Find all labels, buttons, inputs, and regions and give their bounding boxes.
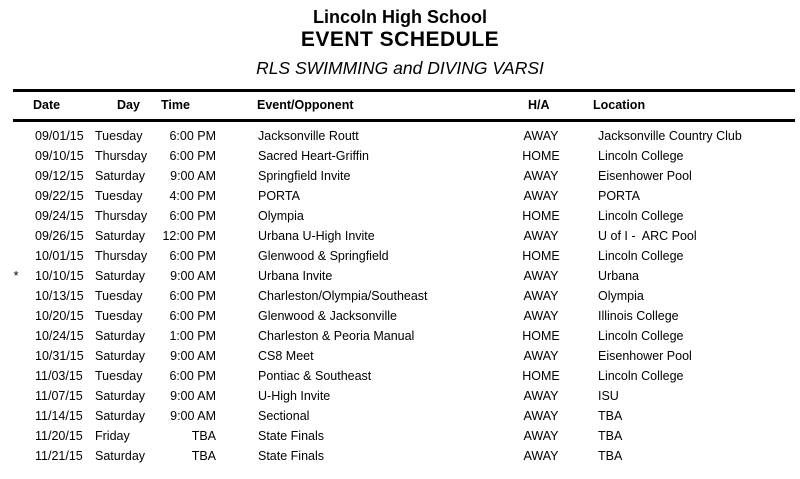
table-row xyxy=(0,326,800,346)
cell-time: 6:00 PM xyxy=(169,289,216,303)
table-row xyxy=(0,206,800,226)
cell-flag: * xyxy=(13,269,19,283)
cell-date: 11/03/15 xyxy=(35,369,83,383)
cell-location: ISU xyxy=(598,389,619,403)
cell-ha: AWAY xyxy=(523,449,559,463)
cell-location: Olympia xyxy=(598,289,644,303)
cell-date: 09/26/15 xyxy=(35,229,84,243)
cell-time: 9:00 AM xyxy=(170,349,216,363)
cell-ha: HOME xyxy=(522,249,560,263)
cell-event: Glenwood & Jacksonville xyxy=(258,309,397,323)
cell-ha: AWAY xyxy=(523,169,559,183)
cell-location: Illinois College xyxy=(598,309,679,323)
cell-ha: AWAY xyxy=(523,409,559,423)
cell-time: 9:00 AM xyxy=(170,169,216,183)
cell-event: State Finals xyxy=(258,429,325,443)
cell-date: 11/14/15 xyxy=(35,409,83,423)
cell-day: Saturday xyxy=(95,269,146,283)
cell-time: 1:00 PM xyxy=(169,329,216,343)
cell-event: U-High Invite xyxy=(258,389,331,403)
cell-location: Eisenhower Pool xyxy=(598,169,692,183)
column-header-event: Event/Opponent xyxy=(257,98,354,112)
cell-day: Saturday xyxy=(95,169,146,183)
cell-event: Springfield Invite xyxy=(258,169,351,183)
event-subtitle: RLS SWIMMING and DIVING VARSI xyxy=(256,58,544,78)
cell-ha: HOME xyxy=(522,329,560,343)
column-header-time: Time xyxy=(161,98,190,112)
table-top-rule xyxy=(13,89,795,92)
column-header-ha: H/A xyxy=(528,98,550,112)
cell-event: Urbana U-High Invite xyxy=(258,229,375,243)
page-title: EVENT SCHEDULE xyxy=(300,28,500,51)
cell-day: Thursday xyxy=(95,249,148,263)
cell-time: 6:00 PM xyxy=(169,249,216,263)
table-row xyxy=(0,226,800,246)
cell-day: Saturday xyxy=(95,229,146,243)
cell-location: Jacksonville Country Club xyxy=(598,129,742,143)
cell-day: Saturday xyxy=(95,329,146,343)
cell-time: 6:00 PM xyxy=(169,129,216,143)
table-row xyxy=(0,146,800,166)
cell-event: Charleston/Olympia/Southeast xyxy=(258,289,428,303)
cell-event: Urbana Invite xyxy=(258,269,333,283)
cell-day: Tuesday xyxy=(95,129,143,143)
cell-location: Lincoln College xyxy=(598,329,684,343)
table-row xyxy=(0,346,800,366)
column-header-day: Day xyxy=(117,98,140,112)
table-row xyxy=(0,366,800,386)
cell-date: 09/12/15 xyxy=(35,169,84,183)
cell-location: TBA xyxy=(598,449,623,463)
cell-day: Tuesday xyxy=(95,289,143,303)
cell-location: Lincoln College xyxy=(598,249,684,263)
cell-event: Glenwood & Springfield xyxy=(258,249,389,263)
table-row xyxy=(0,446,800,466)
cell-event: Pontiac & Southeast xyxy=(258,369,372,383)
table-row xyxy=(0,186,800,206)
cell-time: 6:00 PM xyxy=(169,209,216,223)
table-row xyxy=(0,166,800,186)
cell-ha: AWAY xyxy=(523,229,559,243)
cell-day: Saturday xyxy=(95,409,146,423)
cell-ha: AWAY xyxy=(523,309,559,323)
cell-location: TBA xyxy=(598,429,623,443)
cell-location: U of I - ARC Pool xyxy=(598,229,697,243)
cell-date: 10/20/15 xyxy=(35,309,84,323)
cell-location: Lincoln College xyxy=(598,149,684,163)
cell-time: 6:00 PM xyxy=(169,149,216,163)
cell-day: Saturday xyxy=(95,449,146,463)
cell-date: 09/10/15 xyxy=(35,149,84,163)
cell-time: 4:00 PM xyxy=(169,189,216,203)
cell-event: Charleston & Peoria Manual xyxy=(258,329,415,343)
cell-event: PORTA xyxy=(258,189,300,203)
cell-day: Saturday xyxy=(95,389,146,403)
cell-date: 09/22/15 xyxy=(35,189,84,203)
table-row xyxy=(0,306,800,326)
cell-ha: AWAY xyxy=(523,389,559,403)
column-header-date: Date xyxy=(33,98,61,112)
cell-location: TBA xyxy=(598,409,623,423)
table-row xyxy=(0,426,800,446)
table-row xyxy=(0,266,800,286)
cell-date: 10/13/15 xyxy=(35,289,84,303)
cell-location: Lincoln College xyxy=(598,209,684,223)
cell-time: 6:00 PM xyxy=(169,369,216,383)
cell-event: Jacksonville Routt xyxy=(258,129,359,143)
cell-day: Tuesday xyxy=(95,189,143,203)
table-row xyxy=(0,386,800,406)
cell-date: 09/24/15 xyxy=(35,209,84,223)
cell-location: PORTA xyxy=(598,189,640,203)
cell-day: Tuesday xyxy=(95,369,143,383)
cell-event: Sacred Heart-Griffin xyxy=(258,149,369,163)
header-bottom-rule xyxy=(13,119,795,122)
cell-date: 09/01/15 xyxy=(35,129,84,143)
cell-day: Saturday xyxy=(95,349,146,363)
cell-time: 6:00 PM xyxy=(169,309,216,323)
cell-event: Olympia xyxy=(258,209,304,223)
table-row xyxy=(0,246,800,266)
cell-ha: AWAY xyxy=(523,189,559,203)
cell-day: Thursday xyxy=(95,209,148,223)
cell-event: CS8 Meet xyxy=(258,349,314,363)
cell-ha: HOME xyxy=(522,209,560,223)
cell-ha: AWAY xyxy=(523,289,559,303)
cell-date: 11/07/15 xyxy=(35,389,83,403)
cell-ha: HOME xyxy=(522,369,560,383)
cell-time: 9:00 AM xyxy=(170,269,216,283)
cell-ha: AWAY xyxy=(523,269,559,283)
cell-day: Tuesday xyxy=(95,309,143,323)
cell-day: Friday xyxy=(95,429,130,443)
cell-location: Urbana xyxy=(598,269,639,283)
cell-date: 10/10/15 xyxy=(35,269,84,283)
cell-location: Eisenhower Pool xyxy=(598,349,692,363)
cell-ha: AWAY xyxy=(523,349,559,363)
cell-day: Thursday xyxy=(95,149,148,163)
cell-date: 11/21/15 xyxy=(35,449,83,463)
column-header-location: Location xyxy=(593,98,646,112)
table-row xyxy=(0,126,800,146)
cell-date: 10/31/15 xyxy=(35,349,84,363)
cell-date: 10/24/15 xyxy=(35,329,84,343)
cell-location: Lincoln College xyxy=(598,369,684,383)
table-row xyxy=(0,286,800,306)
cell-event: State Finals xyxy=(258,449,325,463)
cell-time: TBA xyxy=(191,429,216,443)
cell-ha: AWAY xyxy=(523,429,559,443)
cell-ha: HOME xyxy=(522,149,560,163)
cell-date: 10/01/15 xyxy=(35,249,84,263)
cell-time: TBA xyxy=(191,449,216,463)
cell-time: 9:00 AM xyxy=(170,389,216,403)
cell-ha: AWAY xyxy=(523,129,559,143)
cell-time: 12:00 PM xyxy=(162,229,216,243)
table-row xyxy=(0,406,800,426)
cell-event: Sectional xyxy=(258,409,310,423)
cell-time: 9:00 AM xyxy=(170,409,216,423)
school-name: Lincoln High School xyxy=(313,7,487,27)
cell-date: 11/20/15 xyxy=(35,429,83,443)
